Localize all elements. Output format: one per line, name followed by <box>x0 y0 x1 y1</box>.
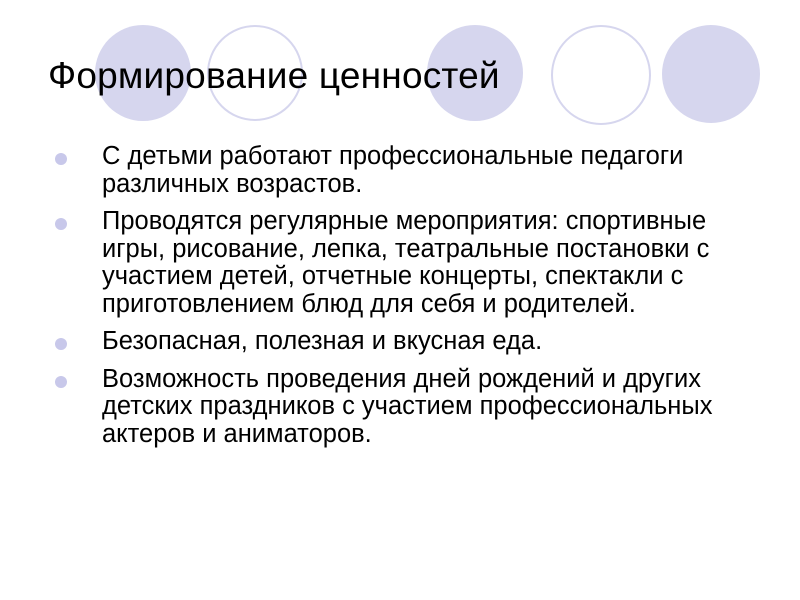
bullet-text: Возможность проведения дней рождений и других детских праздников с участием профессиональных актеров и аниматоров. <box>102 364 713 448</box>
slide-title: Формирование ценностей <box>48 55 500 96</box>
bullet-item <box>55 328 755 356</box>
bullet-text: Проводятся регулярные мероприятия: спортивные игры, рисование, лепка, театральные постановки с участием детей, отчетные концерты, спектакли с приготовлением блюд для себя и родителей. <box>102 207 710 318</box>
bullet-text: Безопасная, полезная и вкусная еда. <box>102 327 543 355</box>
bullet-item <box>55 366 755 449</box>
bullet-dot-icon <box>55 218 67 230</box>
bullet-dot-icon <box>55 376 67 388</box>
bullet-dot-icon <box>55 338 67 350</box>
bullet-item <box>55 208 755 318</box>
bullet-item <box>55 143 755 198</box>
bullet-dot-icon <box>55 153 67 165</box>
bullet-text: С детьми работают профессиональные педагоги различных возрастов. <box>102 142 684 198</box>
decorative-circle-outline <box>551 25 651 125</box>
bullet-list <box>55 143 755 458</box>
decorative-circle-filled <box>662 25 760 123</box>
